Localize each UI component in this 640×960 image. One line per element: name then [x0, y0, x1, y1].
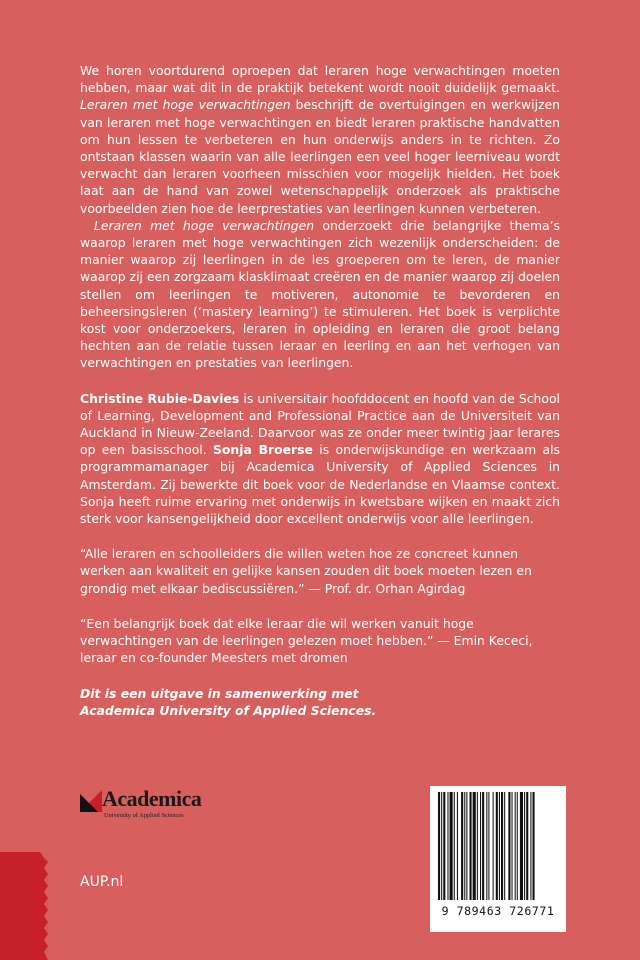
book-title-italic: Leraren met hoge verwachtingen	[94, 217, 315, 233]
barcode-bar	[501, 792, 503, 900]
barcode-bar	[482, 792, 484, 900]
barcode-bar	[480, 792, 481, 900]
isbn-number: 9 789463 726771	[441, 904, 555, 918]
barcode-bar	[520, 792, 523, 900]
logo-wordmark: Academica	[102, 786, 202, 811]
blurb-paragraph-1: We horen voortdurend oproepen dat leraren hoge verwachtingen moeten hebben, maar wat dit in de praktijk betekent wordt nooit duidelijk gemaakt. Leraren met hoge verwachtingen beschrijft de overtuigingen en werkwijzen van leraren met hoge verwachtingen en biedt leraren praktische handvatten om hun lessen te verbeteren en hun onderwijs anders in te richten. Zo ontstaan klassen waarin van alle leerlingen een veel hoger leerniveau wordt verwacht dan leraren voorheen misschien voor mogelijk hielden. Het boek laat aan de hand van zowel wetenschappelijk onderzoek als praktische voorbeelden zien hoe de leerprestaties van leerlingen kunnen verbeteren.	[80, 63, 560, 216]
author-name: Christine Rubie-Davies	[80, 390, 240, 406]
endorsement-quote: “Een belangrijk boek dat elke leraar die wil werken vanuit hoge verwachtingen van de leerlingen gelezen moet hebben.” — Emin Kececi, leraar en co-founder Meesters met dromen	[80, 615, 533, 666]
barcode-bar	[443, 792, 445, 900]
endorsement-quote: “Alle leraren en schoolleiders die willen weten hoe ze concreet kunnen werken aan kwaliteit en gelijke kansen zouden dit boek moeten lezen en grondig met elkaar bediscussiëren.” — Prof. dr. Orhan Agirdag	[80, 546, 532, 596]
barcode-bar	[461, 792, 463, 900]
barcode-bar	[526, 792, 528, 900]
barcode-bar	[477, 792, 478, 900]
barcode-bar	[450, 792, 453, 900]
barcode-bar	[488, 792, 489, 900]
barcode-bar	[441, 792, 442, 900]
academica-logo-mark-icon	[80, 790, 102, 812]
barcode-bar	[447, 792, 448, 900]
isbn-barcode	[430, 786, 566, 932]
barcode-bar	[512, 792, 513, 900]
blurb-paragraph-2: Leraren met hoge verwachtingen onderzoekt drie belangrijke thema’s waarop leraren met hoge verwachtingen zich wezenlijk onderscheiden: de manier waarop zij leerlingen in de les groeperen om te leren, de manier waarop zij een zorgzaam klasklimaat creëren en de manier waarop zij doelen stellen om leerlingen te motiveren, autonomie te bevorderen en beheersingsleren (‘mastery learning’) te stimuleren. Het boek is verplichte kost voor onderzoekers, leraren in opleiding en leraren die groot belang hechten aan de relatie tussen leraar en leerling en aan het verhogen van verwachtingen en prestaties van leerlingen.	[80, 217, 560, 371]
publisher-stamp-icon	[0, 852, 52, 960]
book-title-italic: Leraren met hoge verwachtingen	[80, 97, 291, 113]
barcode-bar	[473, 792, 476, 900]
barcode-bar	[464, 792, 465, 900]
barcode-bar	[470, 792, 472, 900]
barcode-bar	[499, 792, 500, 900]
barcode-bar	[524, 792, 525, 900]
author-bios: Christine Rubie-Davies is universitair hoofddocent en hoofd van de School of Learning, Development and Professional Practice aan de Universiteit van Auckland in Nieuw-Zeeland. Daarvoor was ze onder meer twintig jaar lerares op een basisschool. Sonja Broerse is onderwijskundige en werkzaam als programmamanager bij Academica University of Applied Sciences in Amsterdam. Zij bewerkte dit boek voor de Nederlandse en Vlaamse context. Sonja heeft ruime ervaring met onderwijs in kwetsbare wijken en maakt zich sterk voor kansengelijkheid door excellent onderwijs voor alle leerlingen.	[80, 390, 560, 527]
barcode-bar	[517, 792, 518, 900]
partnership-note: Dit is een uitgave in samenwerking met Academica University of Applied Sciences.	[80, 685, 377, 718]
logo-subtitle: University of Applied Sciences	[104, 812, 184, 819]
author-name: Sonja Broerse	[213, 442, 313, 458]
barcode-bars-icon	[438, 792, 558, 902]
back-cover-text	[80, 62, 560, 719]
barcode-bar	[454, 792, 455, 900]
publisher-url: AUP.nl	[80, 874, 124, 890]
barcode-bar	[515, 792, 516, 900]
barcode-bar	[508, 792, 510, 900]
barcode-bar	[530, 792, 531, 900]
barcode-bar	[493, 792, 494, 900]
barcode-bar	[438, 792, 440, 900]
barcode-bar	[486, 792, 487, 900]
barcode-bar	[496, 792, 498, 900]
barcode-bar	[533, 792, 535, 900]
academica-logo	[80, 788, 220, 824]
barcode-bar	[457, 792, 458, 900]
barcode-bar	[466, 792, 467, 900]
barcode-bar	[504, 792, 505, 900]
